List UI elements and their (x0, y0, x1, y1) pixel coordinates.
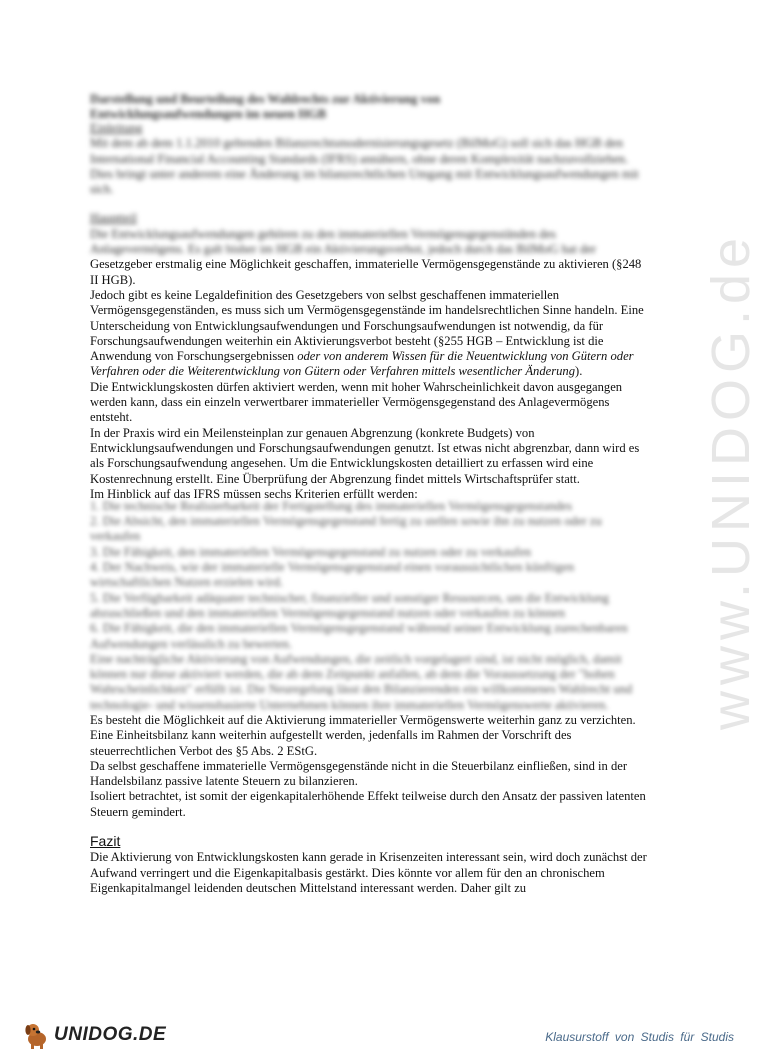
paragraph-entwicklungskosten: Die Entwicklungskosten dürfen aktiviert werden, wenn mit hoher Wahrscheinlichkeit davon ausgegangen werden kann, dass ein einzeln verwertbarer immaterieller Vermögensgegenstand des Anlagevermögens entsteht. (90, 379, 623, 425)
document-content (90, 92, 650, 896)
paragraph-praxis: In der Praxis wird ein Meilensteinplan zur genauen Abgrenzung (konkrete Budgets) von Entwicklungsaufwendungen und Forschungsaufwendungen genutzt. Ist etwas nicht abgrenzbar, dann wird es als Forschungsaufwendung angesehen. Um die Entwicklungskosten detailliert zu erfassen wird eine Kostenrechnung erstellt. Eine Überprüfung der Abgrenzung findet mittels Wirtschaftsprüfer statt. (90, 425, 640, 486)
fazit-paragraph: Die Aktivierung von Entwicklungskosten kann gerade in Krisenzeiten interessant sein, wird doch zunächst der Aufwand verringert und die Eigenkapitalbasis gestärkt. Dies könnte vor allem für den an chronischem Eigenkapitalmangel leidenden deutschen Mittelstand interessant werden. Daher gilt zu (90, 850, 647, 895)
document-title-line2: Entwicklungsaufwendungen im neuen HGB (90, 106, 327, 121)
paragraph-aktivierung: Gesetzgeber erstmalig eine Möglichkeit geschaffen, immaterielle Vermögensgegenstände zu aktivieren (§248 II HGB). (90, 257, 642, 287)
paragraph-legaldefinition-italic: oder von anderem Wissen für die Neuentwicklung von Gütern oder Verfahren oder die Weiterentwicklung von Gütern oder Verfahren mittels wesentlicher Änderung (90, 349, 634, 379)
document-title-line1: Darstellung und Beurteilung des Wahlrechts zur Aktivierung von (90, 92, 441, 106)
footer-tagline: Klausurstoff von Studis für Studis (545, 1030, 734, 1044)
fazit-heading: Fazit (90, 833, 121, 850)
criterion-6: 6. Die Fähigkeit, die den immateriellen Vermögensgegenstand während seiner Entwicklung zurechenbaren Aufwendungen verlässlich zu bewerten. (90, 621, 628, 651)
intro-heading: Einleitung (90, 121, 143, 135)
main-blurred-paragraph: Die Entwicklungsaufwendungen gehören zu den immateriellen Vermögensgegenständen des Anlagevermögens. Es galt bisher im HGB ein Aktivierungsverbot, jedoch durch das BilMoG hat der (90, 226, 597, 257)
paragraph-legaldefinition-end: ). (575, 364, 583, 379)
blurred-header (90, 92, 650, 257)
watermark: www.UNIDOG.de (701, 231, 761, 730)
paragraph-legaldefinition-text: Jedoch gibt es keine Legaldefinition des Gesetzgebers von selbst geschaffenen immateriellen Vermögensgegenständen, es muss sich um Vermögensgegenstände im handelsrechtlichen Sinne handeln. Eine Unterscheidung von Entwicklungsaufwendungen und Forschungsaufwendungen ist notwendig, da für Forschungsaufwendungen weiterhin ein Aktivierungsverbot besteht (§255 HGB – Entwicklung ist die Anwendung von Forschungsergebnissen (90, 287, 644, 364)
dog-logo-icon (22, 1020, 52, 1050)
intro-paragraph: Mit dem ab dem 1.1.2010 geltenden Bilanzrechtsmodernisierungsgesetz (BilMoG) soll sich das HGB den International Financial Accounting Standards (IFRS) annähern, ohne deren Komplexität nachzuvollziehen. Dies bringt unter anderem eine Änderung im bilanzrechtlichen Umgang mit Entwicklungsaufwendungen mit sich. (90, 136, 639, 197)
blurred-paragraph-nachtraeglich: Eine nachträgliche Aktivierung von Aufwendungen, die zeitlich vorgelagert sind, ist nicht möglich, damit können nur diese aktiviert werden, die ab dem Zeitpunkt anfallen, ab dem die Voraussetzung der "hohen Wahrscheinlichkeit" erfüllt ist. Die Neuregelung lässt den Bilanzierenden ein willkommenes Wahlrecht und technologie- und wissensbasierte Unternehmen können ihre immateriellen Vermögenswerte aktivieren. (90, 651, 633, 712)
paragraph-verzicht: Es besteht die Möglichkeit auf die Aktivierung immaterieller Vermögenswerte weiterhin ganz zu verzichten. Eine Einheitsbilanz kann weiterhin aufgestellt werden, jedenfalls im Rahmen der Vorschrift des steuerrechtlichen Verbot des §5 Abs. 2 EStG. (90, 712, 636, 758)
paragraph-legaldefinition (90, 288, 650, 380)
criterion-1: 1. Die technische Realisierbarkeit der Fertigstellung des immateriellen Vermögensgegenstandes (90, 498, 573, 513)
paragraph-steuerbilanz: Da selbst geschaffene immaterielle Vermögensgegenstände nicht in die Steuerbilanz einfließen, sind in der Handelsbilanz passive latente Steuern zu bilanzieren. (90, 758, 628, 789)
paragraph-ifrs-intro: Im Hinblick auf das IFRS müssen sechs Kriterien erfüllt werden: (90, 486, 418, 501)
paragraph-latente-steuern: Isoliert betrachtet, ist somit der eigenkapitalerhöhende Effekt teilweise durch den Ansatz der passiven latenten Steuern gemindert. (90, 789, 646, 819)
criterion-2: 2. Die Absicht, den immateriellen Vermögensgegenstand fertig zu stellen sowie ihn zu nutzen oder zu verkaufen (90, 514, 602, 544)
blurred-criteria (90, 499, 650, 713)
criterion-5: 5. Die Verfügbarkeit adäquater technischer, finanzieller und sonstiger Ressourcen, um die Entwicklung abzuschließen und den immateriellen Vermögensgegenstand nutzen oder verkaufen zu können (90, 590, 609, 620)
criterion-3: 3. Die Fähigkeit, den immateriellen Vermögensgegenstand zu nutzen oder zu verkaufen (90, 544, 532, 559)
main-heading: Hauptteil (90, 211, 137, 226)
criterion-4: 4. Der Nachweis, wie der immaterielle Vermögensgegenstand einen voraussichtlichen künftigen wirtschaftlichen Nutzen erzielen wird. (90, 560, 575, 590)
unidog-logo (22, 1018, 167, 1052)
logo-text: UNIDOG.DE (54, 1024, 167, 1045)
